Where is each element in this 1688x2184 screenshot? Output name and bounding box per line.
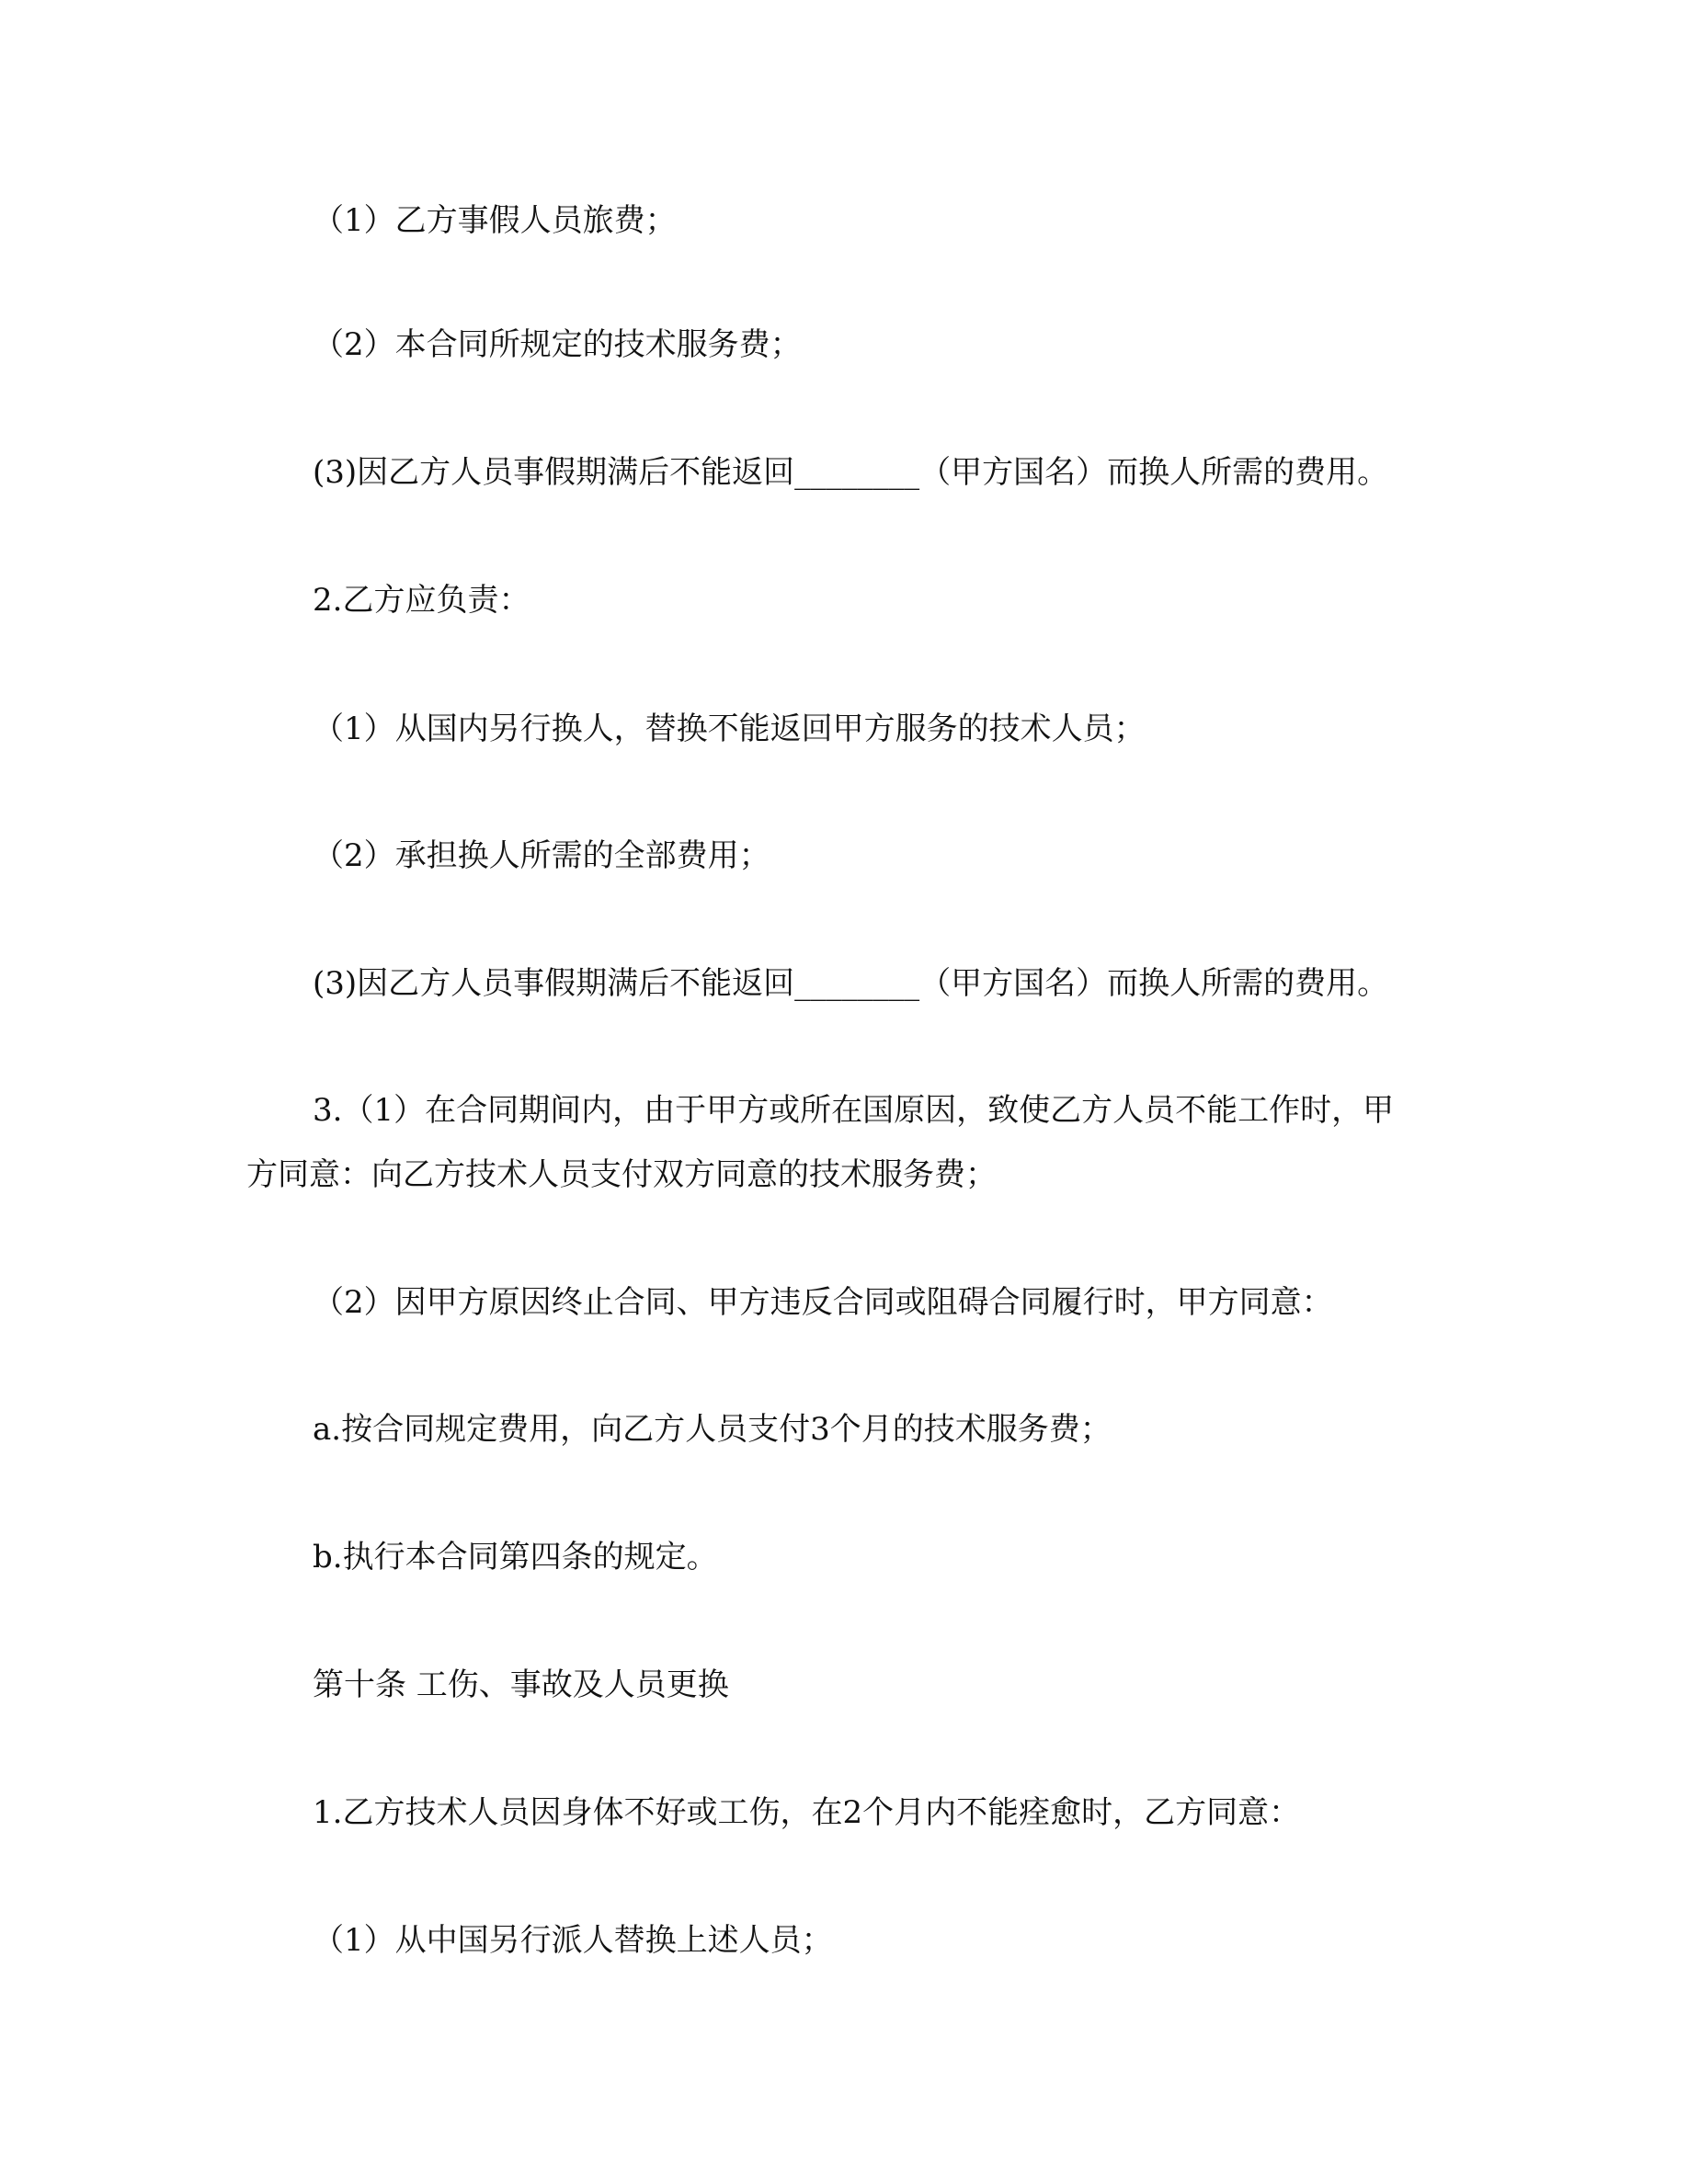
clause-line-11: a.按合同规定费用，向乙方人员支付3个月的技术服务费； bbox=[313, 1411, 1112, 1448]
clause-line-6: （2）承担换人所需的全部费用； bbox=[313, 837, 770, 874]
clause-line-5: （1）从国内另行换人，替换不能返回甲方服务的技术人员； bbox=[313, 711, 1146, 747]
clause-line-9: 方同意：向乙方技术人员支付双方同意的技术服务费； bbox=[246, 1156, 997, 1193]
clause-line-3: (3)因乙方人员事假期满后不能返回________（甲方国名）而换人所需的费用。 bbox=[313, 454, 1389, 491]
clause-line-1: （1）乙方事假人员旅费； bbox=[313, 202, 677, 239]
clause-line-12: b.执行本合同第四条的规定。 bbox=[313, 1539, 718, 1575]
clause-line-2: （2）本合同所规定的技术服务费； bbox=[313, 326, 802, 363]
clause-line-15: （1）从中国另行派人替换上述人员； bbox=[313, 1922, 833, 1959]
clause-line-10: （2）因甲方原因终止合同、甲方违反合同或阻碍合同履行时，甲方同意： bbox=[313, 1284, 1333, 1321]
section-heading: 第十条 工伤、事故及人员更换 bbox=[313, 1666, 729, 1703]
clause-line-8: 3.（1）在合同期间内，由于甲方或所在国原因，致使乙方人员不能工作时，甲 bbox=[313, 1092, 1395, 1129]
clause-line-7: (3)因乙方人员事假期满后不能返回________（甲方国名）而换人所需的费用。 bbox=[313, 965, 1389, 1002]
clause-line-4: 2.乙方应负责： bbox=[313, 582, 530, 619]
clause-line-14: 1.乙方技术人员因身体不好或工伤，在2个月内不能痊愈时，乙方同意： bbox=[313, 1794, 1301, 1831]
